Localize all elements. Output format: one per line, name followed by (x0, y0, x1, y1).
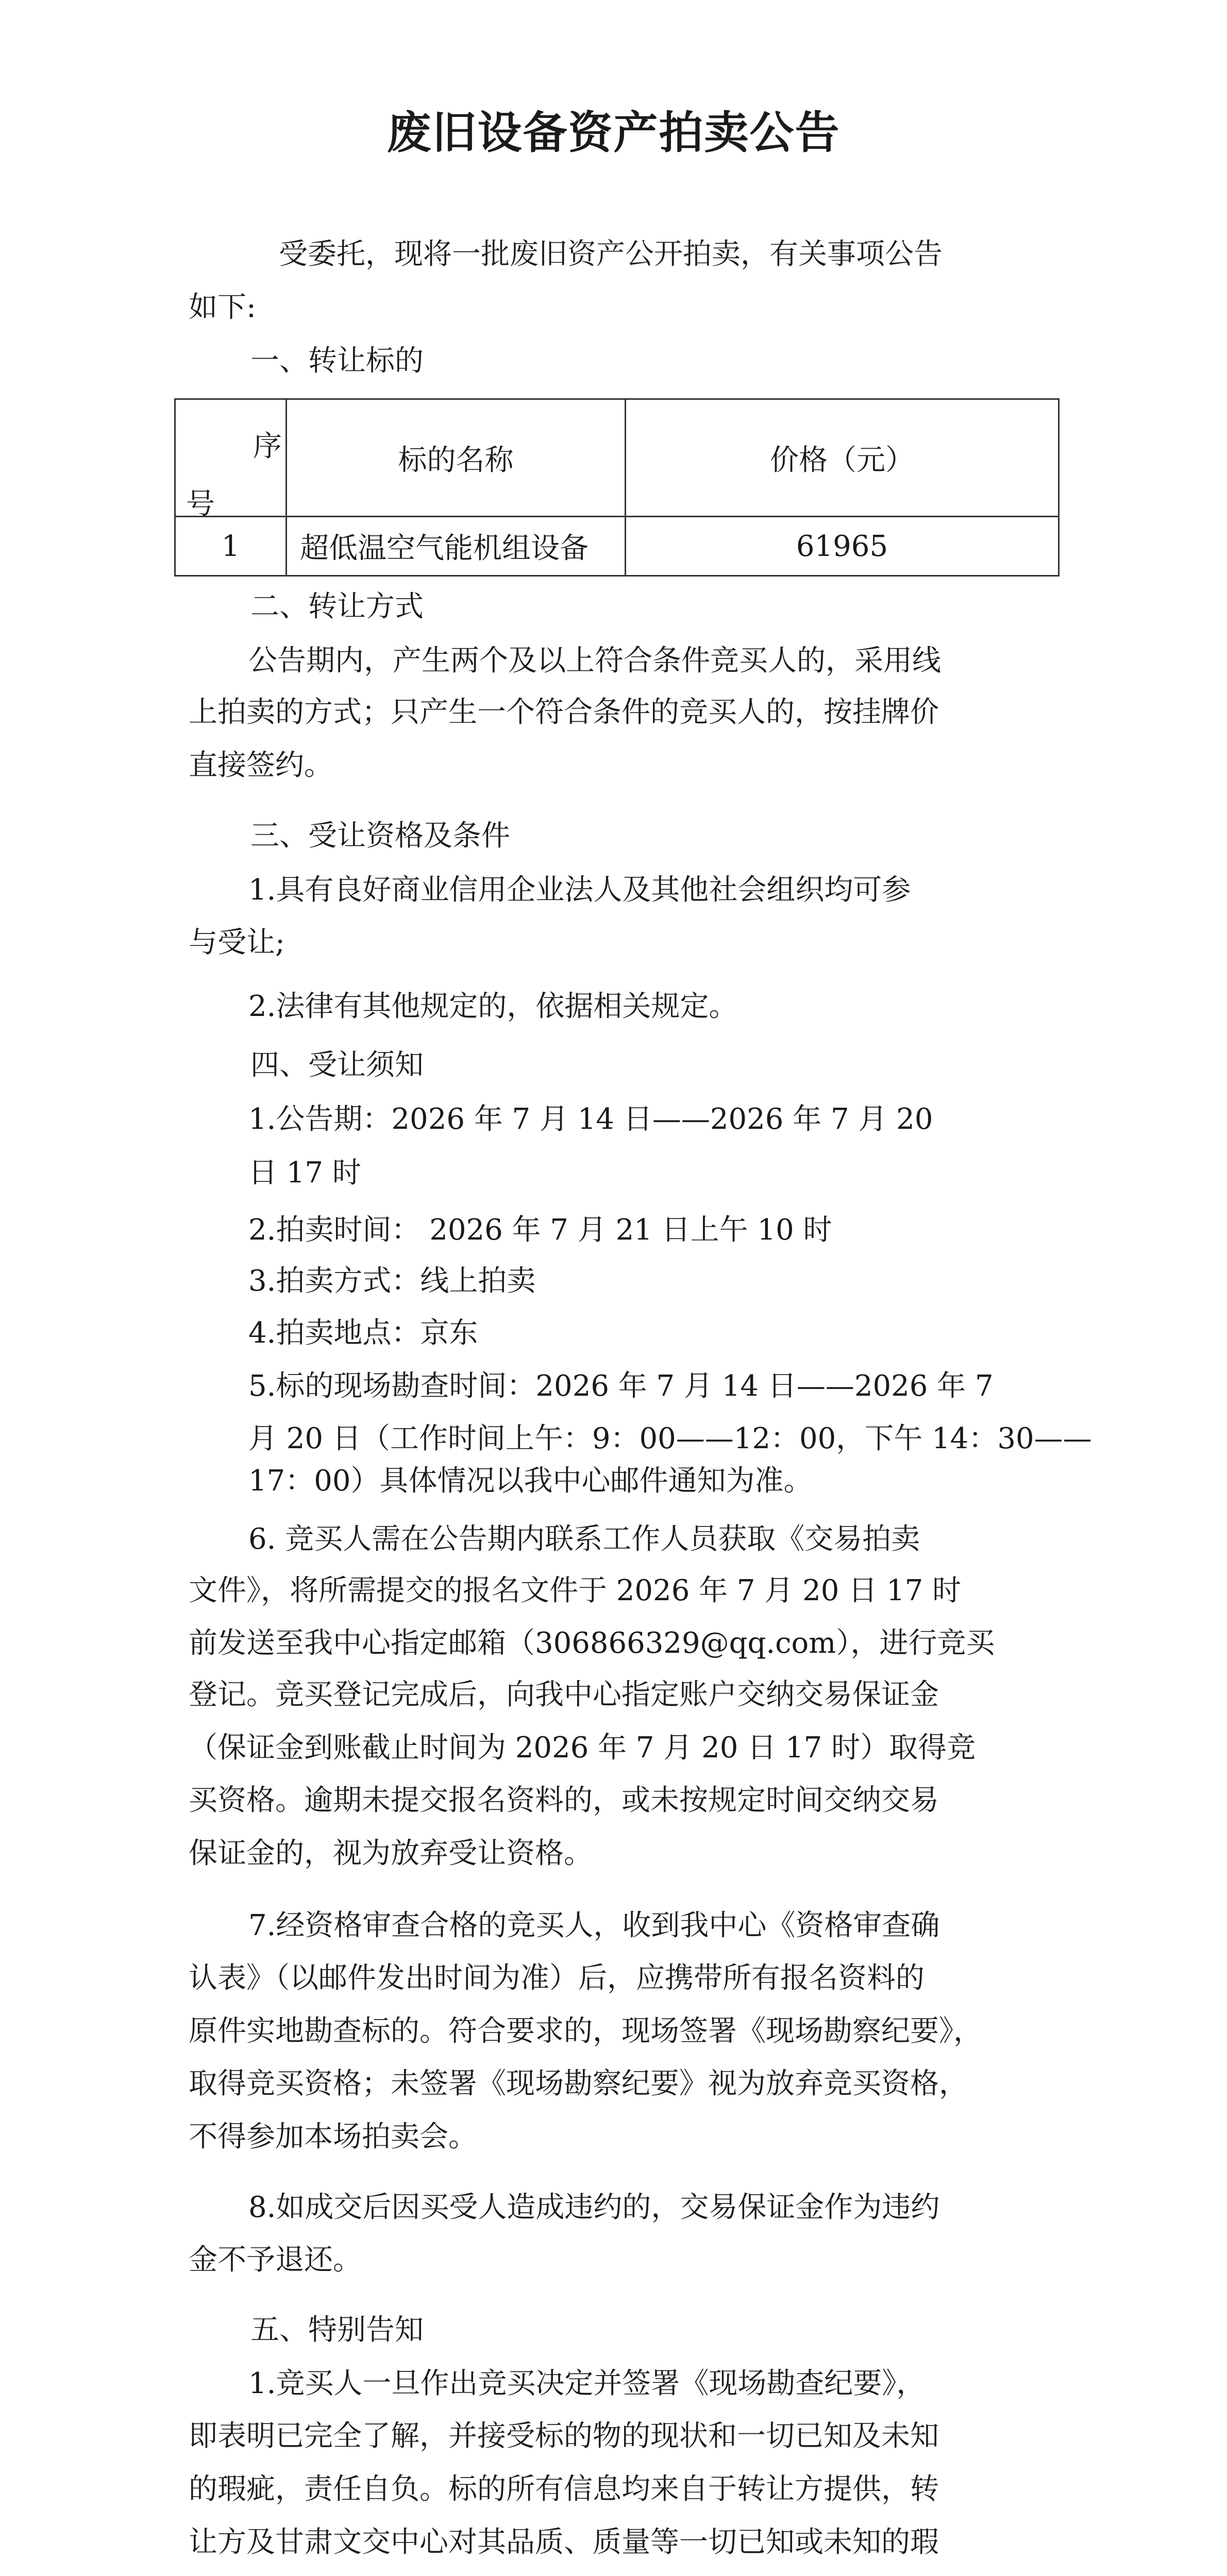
paragraph-line: 3.拍卖方式：线上拍卖 (248, 1264, 536, 1298)
paragraph-line: 上拍卖的方式；只产生一个符合条件的竞买人的，按挂牌价 (189, 696, 939, 729)
paragraph-line: 1.公告期：2026 年 7 月 14 日——2026 年 7 月 20 (248, 1103, 933, 1136)
paragraph-line: 的瑕疵，责任自负。标的所有信息均来自于转让方提供，转 (189, 2472, 939, 2506)
paragraph-line: 日 17 时 (248, 1156, 361, 1190)
seq-cell: 1 (175, 517, 287, 576)
paragraph-line: 5.标的现场勘查时间：2026 年 7 月 14 日——2026 年 7 (248, 1369, 994, 1403)
paragraph-line: 金不予退还。 (189, 2243, 362, 2277)
seq-header-bottom: 号 (186, 487, 215, 521)
item-name-cell: 超低温空气能机组设备 (287, 517, 626, 576)
paragraph-line: 与受让; (189, 926, 285, 959)
paragraph-line: 2.法律有其他规定的，依据相关规定。 (248, 990, 738, 1023)
paragraph-line: 前发送至我中心指定邮箱（306866329@qq.com），进行竞买 (189, 1626, 995, 1660)
paragraph-line: 原件实地勘查标的。符合要求的，现场签署《现场勘察纪要》， (189, 2014, 982, 2048)
name-header: 标的名称 (287, 399, 626, 517)
paragraph-line: 1.竞买人一旦作出竞买决定并签署《现场勘查纪要》， (248, 2367, 926, 2400)
paragraph-line: 17：00）具体情况以我中心邮件通知为准。 (248, 1464, 813, 1498)
price-cell: 61965 (626, 517, 1059, 576)
paragraph-line: 公告期内，产生两个及以上符合条件竞买人的，采用线 (248, 644, 941, 677)
auction-items-table (174, 398, 1060, 577)
paragraph-line: 8.如成交后因买受人造成违约的，交易保证金作为违约 (248, 2191, 940, 2224)
document-title: 废旧设备资产拍卖公告 (386, 107, 841, 159)
paragraph-line: 认表》（以邮件发出时间为准）后，应携带所有报名资料的 (189, 1961, 925, 1995)
seq-header-top: 序 (253, 430, 282, 463)
paragraph-line: 文件》，将所需提交的报名文件于 2026 年 7 月 20 日 17 时 (189, 1574, 962, 1607)
intro-line: 受委托，现将一批废旧资产公开拍卖，有关事项公告 (279, 238, 943, 271)
table-header-row (175, 399, 1059, 517)
paragraph-line: 不得参加本场拍卖会。 (189, 2120, 477, 2154)
section-heading: 五、特别告知 (250, 2313, 424, 2347)
paragraph-line: 4.拍卖地点：京东 (248, 1316, 478, 1350)
paragraph-line: 直接签约。 (189, 749, 333, 782)
paragraph-line: 保证金的，视为放弃受让资格。 (189, 1837, 593, 1870)
paragraph-line: 取得竞买资格；未签署《现场勘察纪要》视为放弃竞买资格， (189, 2067, 968, 2100)
paragraph-line: 7.经资格审查合格的竞买人，收到我中心《资格审查确 (248, 1909, 940, 1942)
section-heading: 三、受让资格及条件 (250, 819, 510, 853)
paragraph-line: 登记。竞买登记完成后，向我中心指定账户交纳交易保证金 (189, 1678, 939, 1711)
section-heading: 二、转让方式 (250, 590, 424, 623)
section-heading: 四、受让须知 (250, 1048, 424, 1082)
intro-line: 如下: (189, 291, 256, 324)
price-header: 价格（元） (626, 399, 1059, 517)
section-heading: 一、转让标的 (250, 344, 424, 378)
table-row (175, 517, 1059, 576)
paragraph-line: 买资格。逾期未提交报名资料的，或未按规定时间交纳交易 (189, 1784, 939, 1817)
paragraph-line: 2.拍卖时间： 2026 年 7 月 21 日上午 10 时 (248, 1213, 832, 1247)
seq-header-cell (175, 399, 287, 521)
paragraph-line: 即表明已完全了解，并接受标的物的现状和一切已知及未知 (189, 2419, 939, 2453)
paragraph-line: 月 20 日（工作时间上午：9：00——12：00，下午 14：30—— (248, 1422, 1092, 1455)
paragraph-line: 1.具有良好商业信用企业法人及其他社会组织均可参 (248, 873, 911, 907)
paragraph-line: 让方及甘肃文交中心对其品质、质量等一切已知或未知的瑕 (189, 2526, 939, 2559)
paragraph-line: （保证金到账截止时间为 2026 年 7 月 20 日 17 时）取得竞 (189, 1731, 976, 1765)
paragraph-line: 6. 竞买人需在公告期内联系工作人员获取《交易拍卖 (248, 1522, 920, 1556)
